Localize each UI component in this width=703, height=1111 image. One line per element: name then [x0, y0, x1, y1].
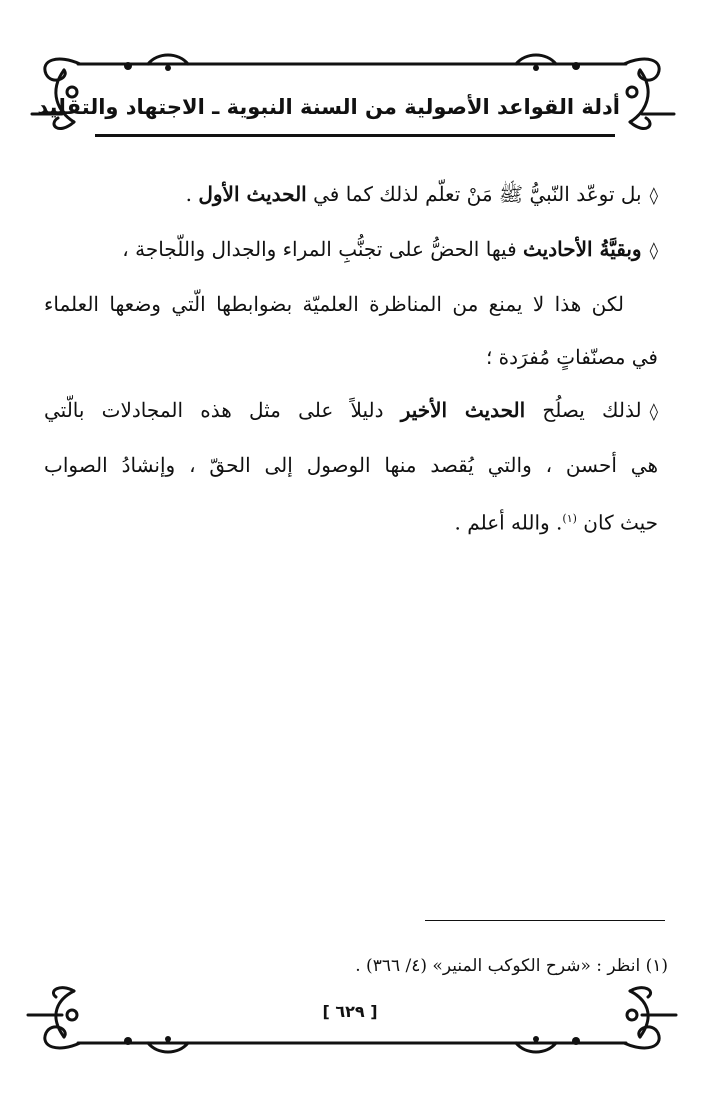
footer-ornament [18, 985, 686, 1055]
diamond-bullet-icon: ◊ [649, 186, 658, 206]
p1-text-b: الحديث الأول [198, 182, 307, 206]
diamond-bullet-icon: ◊ [649, 402, 658, 422]
p2-text-a: وبقيَّةُ الأحاديث [523, 237, 642, 261]
p1-text-a: بل توعّد النّبيُّ ﷺ مَنْ تعلّم لذلك كما في [306, 182, 642, 206]
footnote: (١) انظر : «شرح الكوكب المنير» (٤/ ٣٦٦) . [355, 956, 668, 976]
paragraph-1 [44, 168, 658, 223]
p4-line1-b: الحديث الأخير [400, 398, 526, 422]
p4-line3-b: . والله أعلم . [454, 510, 563, 535]
p1-text-c: . [185, 182, 199, 206]
paragraph-4-line-3 [44, 492, 658, 550]
diamond-bullet-icon: ◊ [649, 241, 658, 261]
footnote-reference[interactable]: (١) [562, 512, 577, 525]
p4-line1-c: دليلاً على مثل هذه المجادلات بالّتي [44, 398, 401, 422]
page-number: [ ٦٢٩ ] [322, 1002, 378, 1021]
paragraph-4-line-2: هي أحسن ، والتي يُقصد منها الوصول إلى الحقّ ، وإنشادُ الصواب [44, 453, 658, 477]
running-title: أدلة القواعد الأصولية من السنة النبوية ـ الاجتهاد والتقليد [37, 95, 620, 119]
footnote-rule [425, 920, 665, 921]
p4-line3-a: حيث كان [583, 510, 658, 535]
paragraph-3-line-2: في مصنّفاتٍ مُفرَدة ؛ [485, 345, 658, 369]
p2-text-b: فيها الحضُّ على تجنُّبِ المراء والجدال واللّجاجة ، [122, 237, 523, 261]
paragraph-3-line-1: لكن هذا لا يمنع من المناظرة العلميّة بضوابطها الّتي وضعها العلماء [44, 292, 624, 316]
paragraph-4-line-1 [44, 384, 658, 439]
paragraph-2 [44, 223, 658, 278]
body-text [44, 168, 658, 550]
header-rule [95, 134, 615, 137]
p4-line1-a: لذلك يصلُح [525, 398, 642, 422]
